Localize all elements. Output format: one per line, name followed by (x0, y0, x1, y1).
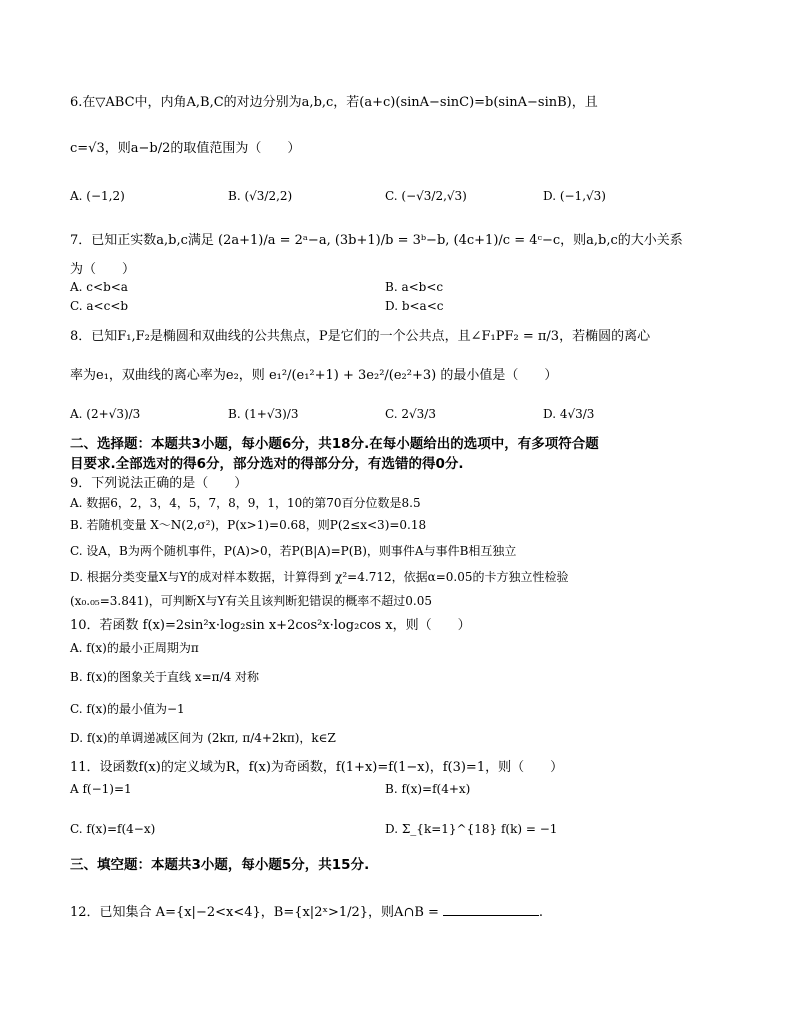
q8-option-d: D. 4√3/3 (543, 407, 595, 421)
section3-heading: 三、填空题：本题共3小题，每小题5分，共15分. (70, 857, 370, 873)
q11-option-d: D. Σ_{k=1}^{18} f(k) = −1 (385, 822, 558, 836)
q7-line2: 为（ ） (70, 262, 136, 277)
q8-line2: 率为e₁，双曲线的离心率为e₂，则 e₁²/(e₁²+1) + 3e₂²/(e₂²+3) 的最小值是（ ） (70, 368, 558, 383)
q6-line1: 6.在▽ABC中，内角A,B,C的对边分别为a,b,c，若(a+c)(sinA−sinC)=b(sinA−sinB)，且 (70, 95, 598, 110)
q6-line2: c=√3，则a−b/2的取值范围为（ ） (70, 141, 301, 156)
q10-option-a: A. f(x)的最小正周期为π (70, 641, 199, 655)
q10-stem: 10．若函数 f(x)=2sin²x·log₂sin x+2cos²x·log₂cos x，则（ ） (70, 618, 471, 633)
q7-line1: 7．已知正实数a,b,c满足 (2a+1)/a = 2ᵃ−a, (3b+1)/b = 3ᵇ−b, (4c+1)/c = 4ᶜ−c，则a,b,c的大小关系 (70, 233, 683, 248)
q9-option-b: B. 若随机变量 X～N(2,σ²)，P(x>1)=0.68，则P(2≤x<3)=0.18 (70, 518, 427, 532)
q6-option-c: C. (−√3/2,√3) (385, 189, 467, 203)
q9-stem: 9．下列说法正确的是（ ） (70, 476, 248, 491)
q11-stem: 11．设函数f(x)的定义域为R，f(x)为奇函数，f(1+x)=f(1−x)，f(3)=1，则（ ） (70, 760, 564, 775)
q11-option-a: A f(−1)=1 (70, 782, 132, 796)
q9-option-d-line2: (x₀.₀₅=3.841)，可判断X与Y有关且该判断犯错误的概率不超过0.05 (70, 594, 432, 608)
q11-option-b: B. f(x)=f(4+x) (385, 782, 471, 796)
q7-option-d: D. b<a<c (385, 299, 444, 313)
q7-option-a: A. c<b<a (70, 280, 128, 294)
q9-option-d-line1: D. 根据分类变量X与Y的成对样本数据，计算得到 χ²=4.712，依据α=0.05的卡方独立性检验 (70, 570, 569, 584)
q6-option-b: B. (√3/2,2) (228, 189, 293, 203)
q12-text: 12．已知集合 A={x|−2<x<4}，B={x|2ˣ>1/2}，则A∩B = (70, 905, 439, 920)
q11-option-c: C. f(x)=f(4−x) (70, 822, 156, 836)
q7-option-b: B. a<b<c (385, 280, 444, 294)
q8-line1: 8．已知F₁,F₂是椭圆和双曲线的公共焦点，P是它们的一个公共点，且∠F₁PF₂ = π/3，若椭圆的离心 (70, 329, 651, 344)
q9-option-c: C. 设A，B为两个随机事件，P(A)>0，若P(B|A)=P(B)，则事件A与事件B相互独立 (70, 544, 517, 558)
q8-option-a: A. (2+√3)/3 (70, 407, 141, 421)
q6-option-d: D. (−1,√3) (543, 189, 606, 203)
q12-answer-blank[interactable] (443, 903, 539, 916)
q9-option-a: A. 数据6，2，3，4，5，7，8，9，1，10的第70百分位数是8.5 (70, 496, 421, 510)
q10-option-d: D. f(x)的单调递减区间为 (2kπ, π/4+2kπ)，k∈Z (70, 731, 336, 745)
q12-tail: . (538, 905, 544, 920)
q6-option-a: A. (−1,2) (70, 189, 125, 203)
q10-option-c: C. f(x)的最小值为−1 (70, 702, 185, 716)
q10-option-b: B. f(x)的图象关于直线 x=π/4 对称 (70, 670, 260, 684)
section2-heading-line1: 二、选择题：本题共3小题，每小题6分，共18分.在每小题给出的选项中，有多项符合题 (70, 436, 599, 452)
q12-line (70, 903, 543, 922)
q8-option-b: B. (1+√3)/3 (228, 407, 299, 421)
q8-option-c: C. 2√3/3 (385, 407, 436, 421)
q7-option-c: C. a<c<b (70, 299, 129, 313)
section2-heading-line2: 目要求.全部选对的得6分，部分选对的得部分分，有选错的得0分. (70, 456, 464, 472)
